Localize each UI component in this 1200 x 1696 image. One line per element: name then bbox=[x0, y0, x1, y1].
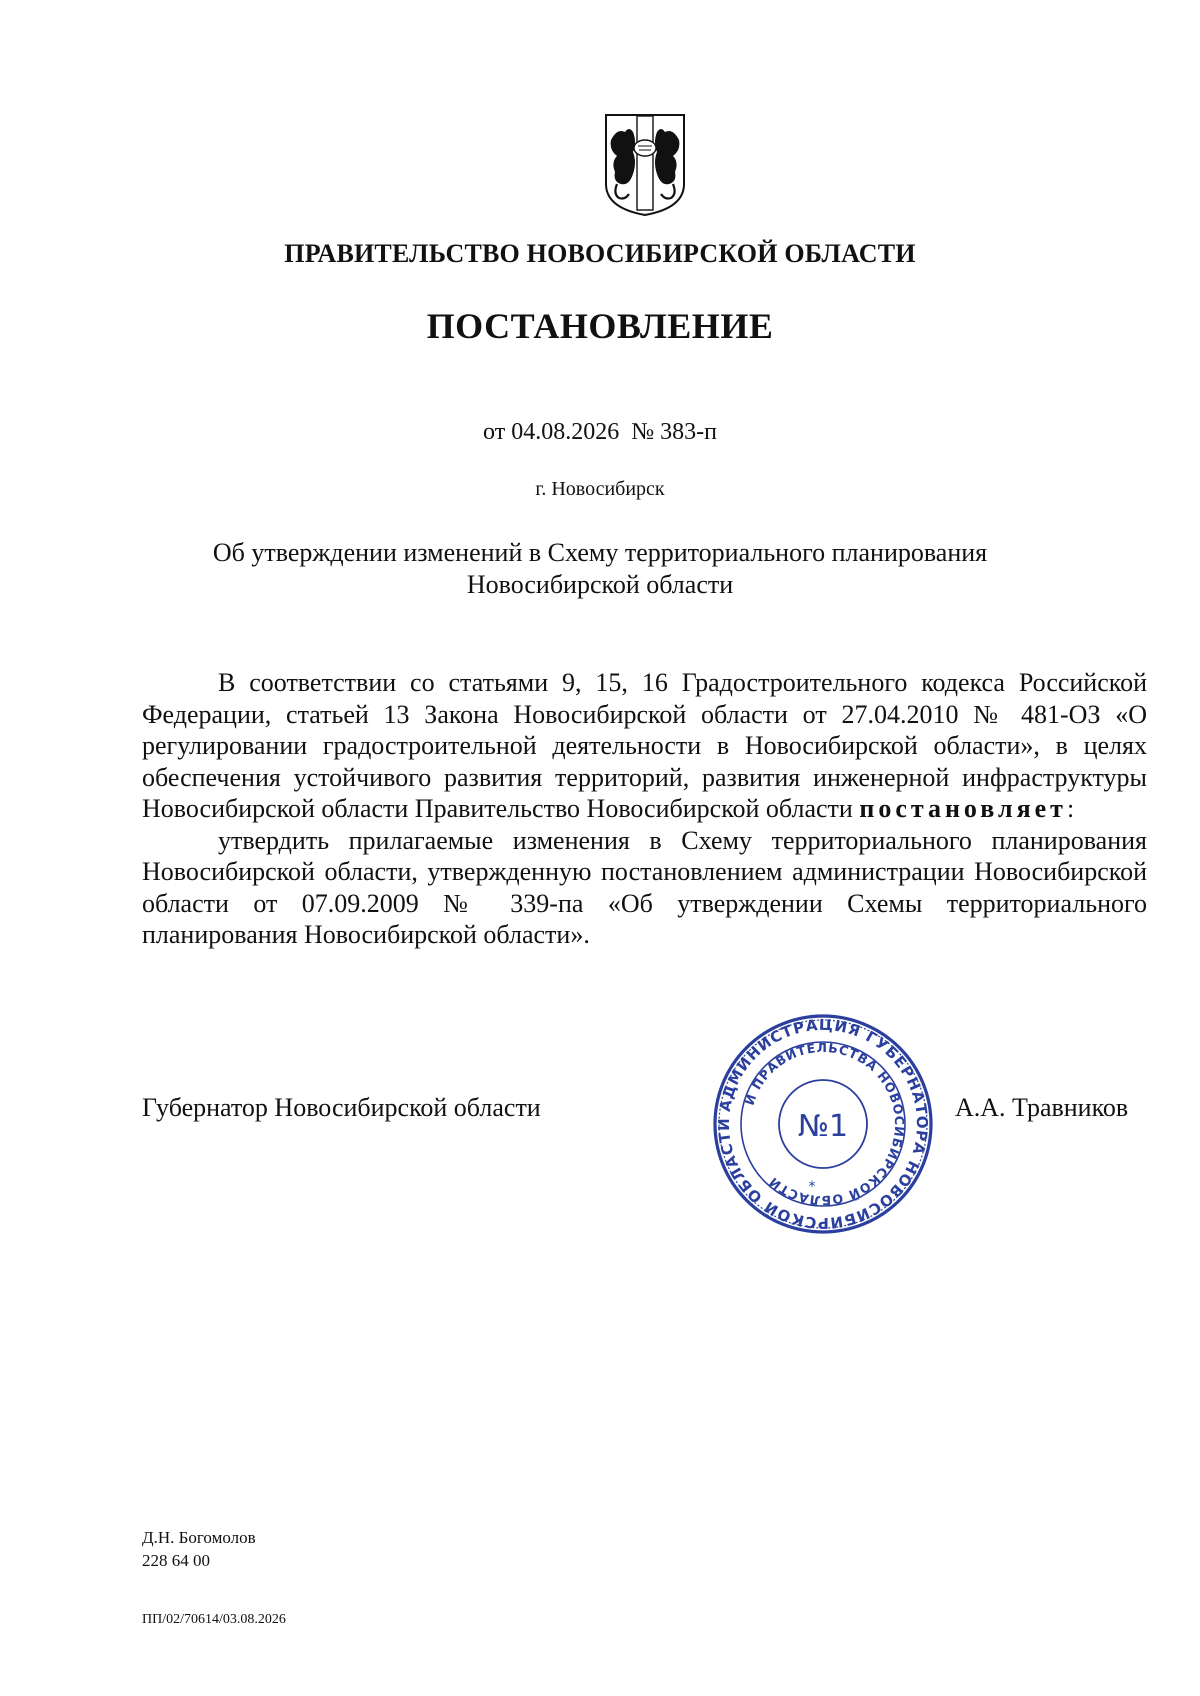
document-title-line2: Новосибирской области bbox=[466, 570, 734, 599]
document-title-line1: Об утверждении изменений в Схему территориального планирования bbox=[212, 538, 988, 567]
stamp-outer-text: АДМИНИСТРАЦИЯ ГУБЕРНАТОРА НОВОСИБИРСКОЙ ОБЛАСТИ bbox=[714, 1015, 932, 1233]
document-date-number: от 04.08.2026 № 383-п bbox=[483, 419, 717, 445]
registration-code: ПП/02/70614/03.08.2026 bbox=[142, 1612, 286, 1627]
organization-name: ПРАВИТЕЛЬСТВО НОВОСИБИРСКОЙ ОБЛАСТИ bbox=[284, 239, 916, 268]
stamp-inner-text: И ПРАВИТЕЛЬСТВА НОВОСИБИРСКОЙ ОБЛАСТИ bbox=[741, 1039, 908, 1209]
executor-phone: 228 64 00 bbox=[142, 1551, 210, 1570]
document-city: г. Новосибирск bbox=[535, 478, 665, 500]
preamble-paragraph bbox=[142, 667, 1147, 825]
coat-of-arms-icon bbox=[603, 112, 687, 218]
official-stamp-icon bbox=[712, 1013, 934, 1235]
signer-position: Губернатор Новосибирской области bbox=[142, 1093, 541, 1122]
document-title bbox=[170, 537, 1030, 601]
preamble-text: В соответствии со статьями 9, 15, 16 Градостроительного кодекса Российской Федерации, статьей 13 Закона Новосибирской области от 27.04.2010 № 481-ОЗ «О регулировании градостроительной деятельности в Новосибирской области», в целях обеспечения устойчивого развития территорий, развития инженерной инфраструктуры Новосибирской области Правительство Новосибирской области bbox=[142, 668, 1147, 823]
stamp-number: №1 bbox=[797, 1109, 849, 1144]
signer-name: А.А. Травников bbox=[955, 1093, 1129, 1122]
decree-word: постановляет bbox=[859, 794, 1067, 823]
document-type: ПОСТАНОВЛЕНИЕ bbox=[426, 306, 774, 346]
executor-name: Д.Н. Богомолов bbox=[142, 1528, 256, 1547]
svg-text:*: * bbox=[808, 1179, 816, 1195]
decree-colon: : bbox=[1066, 794, 1075, 823]
document-body bbox=[142, 667, 1147, 951]
decision-paragraph: утвердить прилагаемые изменения в Схему территориального планирования Новосибирской области, утвержденную постановлением администрации Новосибирской области от 07.09.2009 № 339-па «Об утверждении Схемы территориального планирования Новосибирской области». bbox=[142, 825, 1147, 949]
